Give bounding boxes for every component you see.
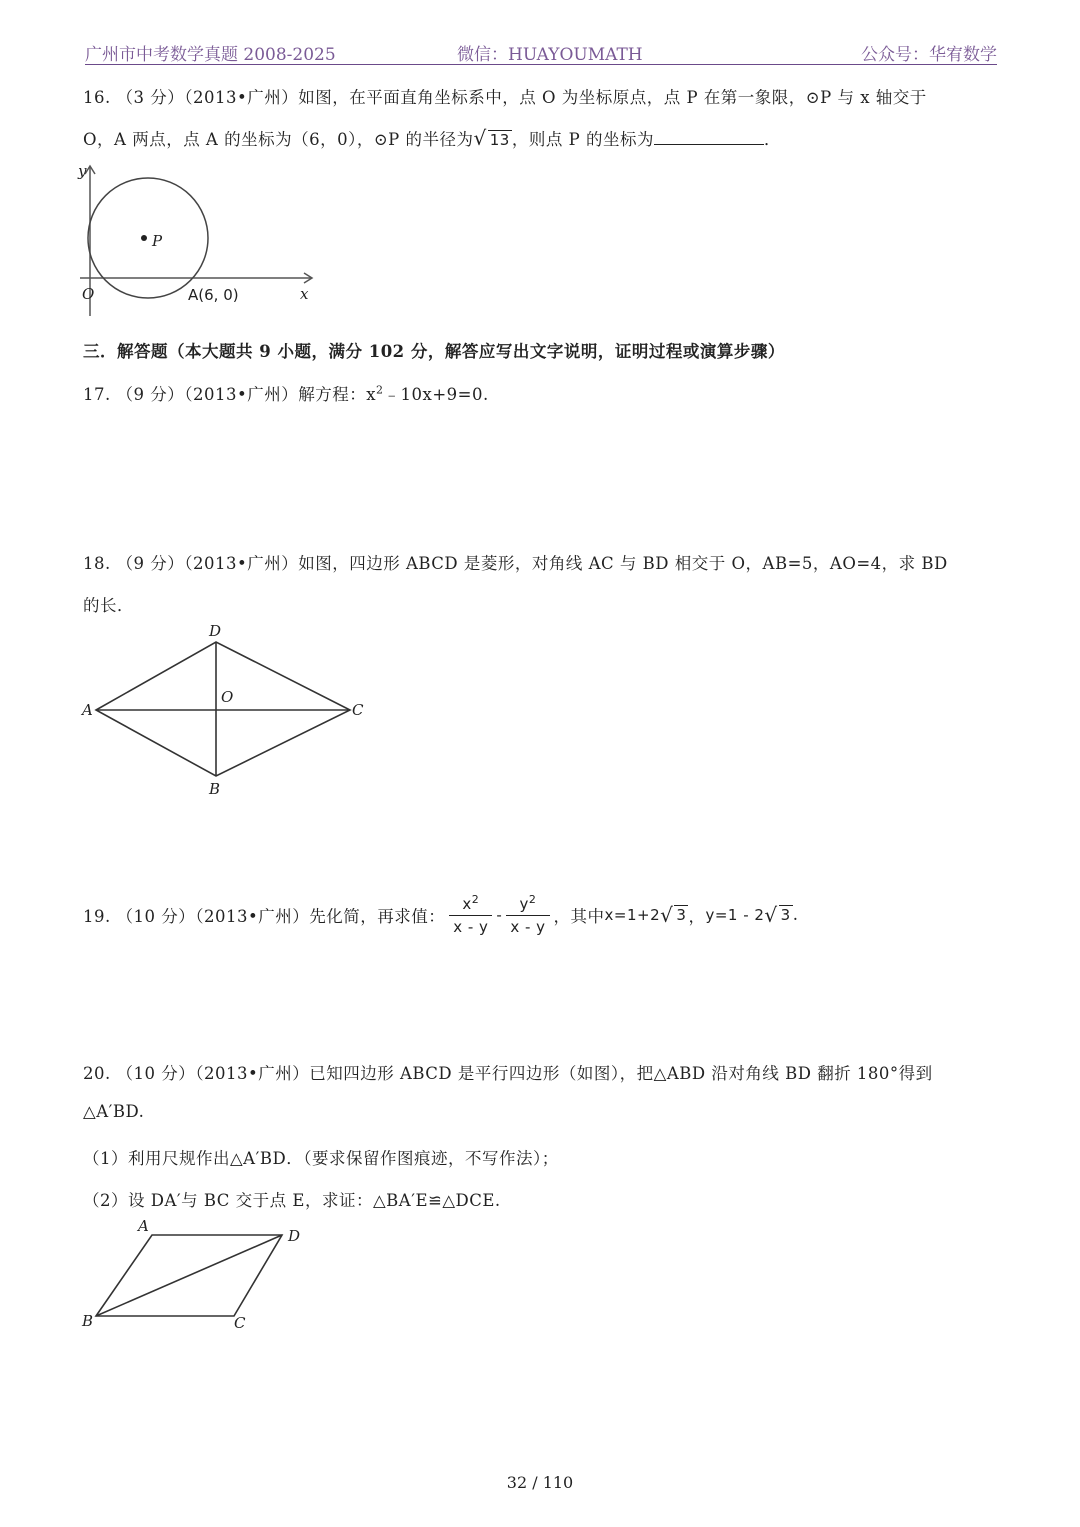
- frac2-sup: 2: [528, 893, 537, 906]
- sqrt-sign: √: [764, 902, 778, 927]
- y-label: y: [78, 162, 87, 180]
- q17-text: 17. （9 分）（2013•广州）解方程：x: [83, 385, 377, 404]
- q20-part2: （2）设 DA′与 BC 交于点 E，求证：△BA′E≌△DCE.: [83, 1191, 501, 1210]
- page-number: 32 / 110: [506, 1473, 574, 1492]
- q20-line1: 20. （10 分）（2013•广州）已知四边形 ABCD 是平行四边形（如图），把△ABD 沿对角线 BD 翻折 180°得到: [83, 1064, 933, 1083]
- fraction-2: [506, 893, 549, 936]
- section-title: 三．解答题（本大题共 9 小题，满分 102 分，解答应写出文字说明，证明过程或演算步骤）: [83, 342, 785, 361]
- frac2-num: y: [519, 895, 529, 913]
- vertex-a: A: [82, 701, 93, 719]
- q17-text-b: ﹣10x+9=0.: [383, 385, 489, 404]
- q17: [83, 381, 489, 405]
- q16-text-a: O，A 两点，点 A 的坐标为（6，0），⊙P 的半径为: [83, 130, 474, 149]
- x-label: x: [300, 285, 309, 303]
- minus-sign: -: [496, 905, 503, 924]
- vertex-c: C: [352, 701, 364, 719]
- answer-blank: [654, 130, 764, 145]
- header-wechat: 微信：HUAYOUMATH: [457, 45, 643, 65]
- sqrt-sign: √: [660, 902, 674, 927]
- vertex-c: C: [234, 1314, 246, 1332]
- circle-p: [88, 178, 208, 298]
- q16-line2: [83, 126, 781, 150]
- q20-line2: △A′BD.: [83, 1102, 145, 1121]
- sqrt-sign: √: [473, 126, 487, 150]
- center-o: O: [221, 688, 234, 706]
- q16-text-b: ，则点 P 的坐标为: [511, 130, 654, 149]
- frac1-num: x: [462, 895, 472, 913]
- q19-text-a: 19. （10 分）（2013•广州）先化简，再求值：: [83, 906, 446, 926]
- point-p: [141, 235, 147, 241]
- p-label: P: [152, 232, 163, 250]
- header-account: 公众号：华宥数学: [861, 45, 997, 65]
- sqrt3-a: 3: [676, 906, 687, 924]
- vertex-d: D: [209, 622, 222, 640]
- vertex-b: B: [82, 1312, 94, 1330]
- q17-sup: 2: [376, 383, 384, 397]
- q18-line1: 18. （9 分）（2013•广州）如图，四边形 ABCD 是菱形，对角线 AC 与 BD 相交于 O，AB=5，AO=4，求 BD: [83, 554, 948, 573]
- q16-end: ．: [763, 130, 781, 149]
- header-title: 广州市中考数学真题 2008-2025: [85, 45, 336, 65]
- fraction-1: [449, 893, 492, 936]
- q19-text-b: ，其中: [553, 906, 605, 926]
- frac1-den: x - y: [453, 918, 489, 936]
- q20-part1: （1）利用尺规作出△A′BD．（要求保留作图痕迹，不写作法）；: [83, 1149, 559, 1168]
- sqrt3-b: 3: [780, 906, 791, 924]
- a-label: A(6, 0): [188, 286, 239, 304]
- q20-figure: [78, 1215, 318, 1335]
- q16-line1: 16. （3 分）（2013•广州）如图，在平面直角坐标系中，点 O 为坐标原点，点 P 在第一象限，⊙P 与 x 轴交于: [83, 88, 927, 107]
- y-expr: y=1 - 2: [705, 905, 765, 924]
- q19: [83, 893, 798, 936]
- vertex-a: A: [138, 1217, 149, 1235]
- q16-sqrt-value: 13: [489, 131, 510, 149]
- frac1-sup: 2: [471, 893, 480, 906]
- rhombus: [96, 642, 350, 776]
- q19-end: .: [792, 905, 799, 924]
- frac2-den: x - y: [510, 918, 546, 936]
- q18-line2: 的长．: [83, 596, 134, 615]
- comma: ，: [688, 906, 706, 926]
- vertex-b: B: [209, 780, 221, 798]
- q18-figure: [78, 620, 378, 800]
- q16-figure: [80, 158, 330, 323]
- page-header: [85, 38, 997, 65]
- x-expr: x=1+2: [604, 905, 661, 924]
- o-label: O: [82, 285, 95, 303]
- vertex-d: D: [288, 1227, 301, 1245]
